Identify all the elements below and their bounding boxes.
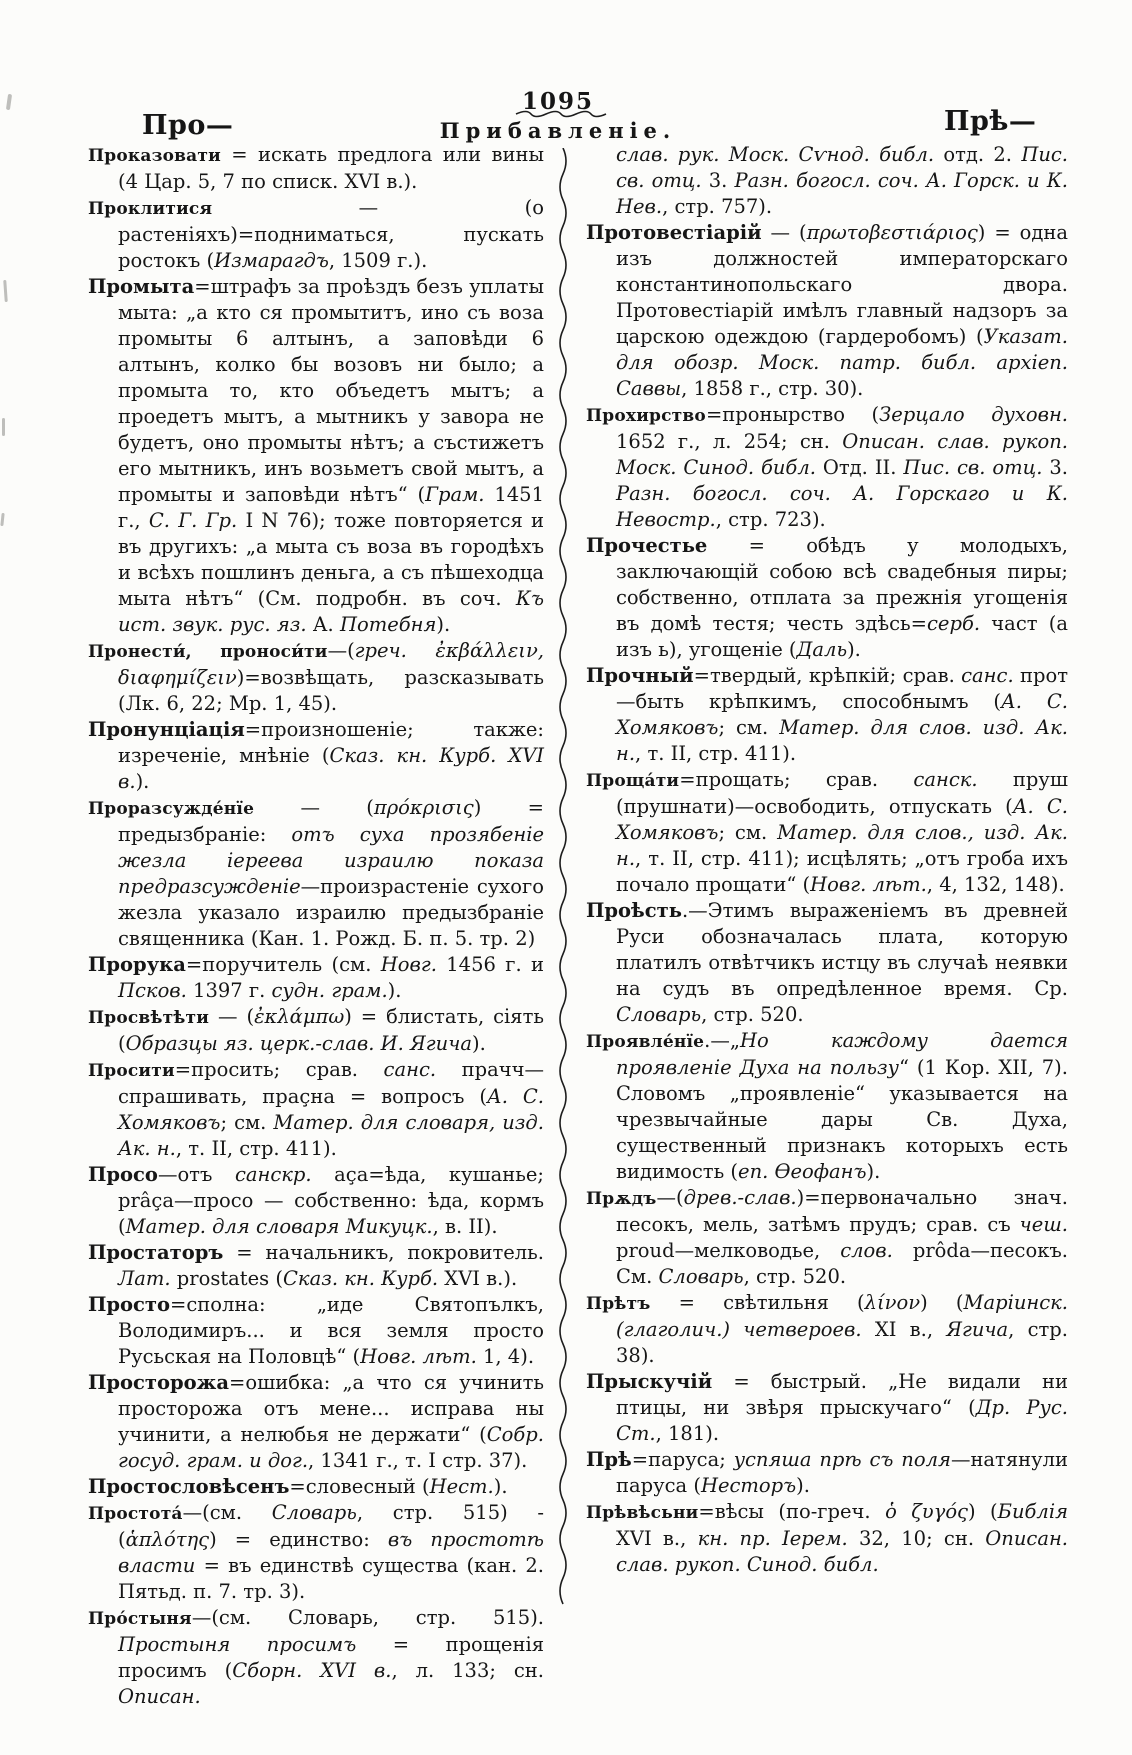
dictionary-entry: Прочестье = обѣдъ у молодыхъ, заключающій собою всѣ свадебныя пиры; собственно, отплата за прежнія угощенія въ домѣ тестя; честь здѣсь=серб. част (а изъ ь), угощеніе (Даль). [586,534,1069,661]
dictionary-entry: Просторожа=ошибка: „а что ся учинить просторожа отъ мене... исправа ны учинити, а нелюбья не держати“ (Собр. госуд. грам. и дог., 1341 г., т. I стр. 37). [88,1371,544,1472]
dictionary-entry: Прыскучій = быстрый. „Не видали ни птицы, ни звѣря прыскучаго“ (Др. Рус. Ст., 181). [586,1370,1068,1445]
entry-headword: Прѣ [586,1448,632,1471]
running-head-center: Прибавленіе. [439,118,677,143]
entry-headword: Простота́ [88,1504,183,1524]
entry-headword: Прорука [88,953,186,976]
dictionary-entry: Прорука=поручитель (см. Новг. 1456 г. и Псков. 1397 г. судн. грам.). [88,953,544,1002]
dictionary-entry: Проразсужде́нїе — (πρόκρισις) = предызбраніе: отъ суха прозябеніе жезла іереева израилю показа предразсужденіе—произрастеніе сухого жезла указало израилю предызбраніе священника (Кан. 1. Рожд. Б. п. 5. тр. 2) [88,796,544,950]
entry-headword: Про́стыня [88,1609,192,1629]
dictionary-entry: Пронести́, проноси́ти—(греч. ἐκβάλλειν, διαφημίζειν)=возвѣщать, разсказывать (Лк. 6, 22; Мр. 1, 45). [88,639,544,715]
dictionary-entry: Простословѣсенъ=словесный (Нест.). [88,1475,508,1498]
dictionary-entry: Промыта=штрафъ за проѣздъ безъ уплаты мыта: „а кто ся промытитъ, ино съ воза промыты 6 алтынъ, а заповѣди 6 алтынъ, колко бы возовъ ни было; а промыта то, кто объедетъ мытъ; а проедетъ мытъ, а мытникъ у завора не будетъ, оно промыты нѣтъ; а състижетъ его мытникъ, инъ возьметъ свой мытъ, а промыты и заповѣди нѣтъ“ (Грам. 1451 г., С. Г. Гр. I N 76); тоже повторяется и въ другихъ: „а мыта съ воза въ городѣхъ и всѣхъ пошлинъ деньга, а съ пѣшеходца мыта нѣтъ“ (См. подробн. въ соч. Къ ист. звук. рус. яз. А. Потебня). [88,275,545,636]
entry-headword: Просто [88,1293,171,1316]
entry-headword: Проща́ти [586,771,680,791]
entry-headword: Прохирство [586,406,706,426]
dictionary-entry: Прѫдъ—(древ.-слав.)=первоначально знач. песокъ, мель, затѣмъ прудъ; срав. съ чеш. proud—мелководье, слов. prôda—песокъ. См. Словарь, стр. 520. [586,1186,1068,1288]
entry-headword: Прѫдъ [586,1189,657,1209]
dictionary-entry: Прѣ=паруса; успяша прѣ съ поля—натянули паруса (Несторъ). [586,1448,1069,1497]
dictionary-entry: Прохирство=пронырство (Зерцало духовн. 1652 г., л. 254; сн. Описан. слав. рукоп. Моск. Синод. библ. Отд. II. Пис. св. отц. 3. Разн. богосл. соч. А. Горскаго и К. Невостр., стр. 723). [586,403,1068,531]
entry-headword: Проклитися [88,199,213,219]
entry-headword: Прочный [586,664,694,687]
dictionary-entry: Просо—отъ санскр. аçа=ѣда, кушанье; prâça—просо — собственно: ѣда, кормъ (Матер. для словаря Микуцк., в. II). [88,1163,544,1238]
dictionary-entry: Про́стыня—(см. Словарь, стр. 515). Простыня просимъ = прощенія просимъ (Сборн. XVI в., л. 133; сн. Описан. [88,1606,544,1708]
entry-headword: Просо [88,1163,158,1186]
entry-headword: Простаторъ [88,1241,224,1264]
entry-headword: Прыскучій [586,1370,713,1393]
dictionary-entry: Проѣсть.—Этимъ выраженіемъ въ древней Руси обозначалась плата, которую платилъ отвѣтчикъ истцу въ случаѣ неявки на судъ въ опредѣленное время. Ср. Словарь, стр. 520. [586,899,1068,1026]
entry-headword: Проѣсть [586,899,682,922]
dictionary-entry: Протовестіарій — (πρωτοβεστιάριος) = одна изъ должностей императорскаго константинопольскаго двора. Протовестіарій имѣлъ главный надзоръ за царскою одеждою (гардеробомъ) (Указат. для обозр. Моск. патр. библ. архіеп. Саввы, 1858 г., стр. 30). [586,221,1068,400]
entry-headword: Проказовати [88,146,221,166]
column-right [586,142,1068,1578]
column-divider [556,148,570,1618]
entry-headword: Просвѣтѣти [88,1008,210,1028]
running-head-left: Про— [142,110,234,141]
entry-headword: Просити [88,1061,175,1081]
entry-headword: Проразсужде́нїе [88,799,255,819]
scan-artifact [2,418,5,436]
page-number: 1095 [521,88,594,115]
dictionary-entry-continuation: слав. рук. Моск. Сѵнод. библ. отд. 2. Пис. св. отц. 3. Разн. богосл. соч. А. Горск. и К. Нев., стр. 757). [616,143,1069,218]
entry-headword: Протовестіарій [586,221,762,244]
dictionary-entry: Пронунціація=произношеніе; также: изреченіе, мнѣніе (Сказ. кн. Курб. XVI в.). [88,718,544,793]
entry-headword: Пронести́, проноси́ти [88,642,328,662]
running-head-right: Прѣ— [944,106,1037,137]
entry-headword: Простословѣсенъ [88,1475,290,1498]
column-left [88,142,544,1710]
entry-headword: Просторожа [88,1371,229,1394]
scan-artifact [3,280,8,302]
entry-headword: Проявле́нїе [586,1032,705,1052]
dictionary-entry: Прѣвѣсьни=вѣсы (по-греч. ὁ ζυγός) (Библія XVI в., кн. пр. Іерем. 32, 10; сн. Описан. слав. рукоп. Синод. библ. [586,1500,1068,1576]
dictionary-entry: Проявле́нїе.—„Но каждому дается проявленіе Духа на пользу“ (1 Кор. XII, 7). Словомъ „проявленіе“ указывается на чрезвычайные дары Св. Духа, существенный признакъ которыхъ есть видимость (еп. Ѳеофанъ). [586,1029,1068,1183]
entry-headword: Прочестье [586,534,708,557]
dictionary-entry: Прѣтъ = свѣтильня (λίνον) (Маріинск. (глаголич.) четвероев. XI в., Ягича, стр. 38). [586,1291,1068,1367]
dictionary-entry: Простота́—(см. Словарь, стр. 515) - (ἁπλότης) = единство: въ простотѣ власти = въ единствѣ существа (кан. 2. Пятьд. п. 7. тр. 3). [88,1501,544,1603]
dictionary-entry: Проказовати = искать предлога или вины (4 Цар. 5, 7 по списк. XVI в.). [88,143,544,193]
entry-headword: Пронунціація [88,718,245,741]
dictionary-entry: Прочный=твердый, крѣпкій; срав. санс. прот—быть крѣпкимъ, способнымъ (А. С. Хомяковъ; см. Матер. для слов. изд. Ак. н., т. II, стр. 411). [586,664,1068,765]
dictionary-entry: Просвѣтѣти — (ἐκλάμπω) = блистать, сіять (Образцы яз. церк.-слав. И. Ягича). [88,1005,544,1055]
dictionary-entry: Проклитися — (о растеніяхъ)=подниматься, пускать ростокъ (Измарагдъ, 1509 г.). [88,196,544,272]
scan-artifact [0,513,4,526]
dictionary-entry: Проща́ти=прощать; срав. санск. пруш (прушнати)—освободить, отпускать (А. С. Хомяковъ; см. Матер. для слов., изд. Ак. н., т. II, стр. 411); исцѣлять; „отъ гроба ихъ почало прощати“ (Новг. лѣт., 4, 132, 148). [586,768,1069,896]
entry-headword: Прѣтъ [586,1294,651,1314]
dictionary-entry: Просто=сполна: „иде Святопълкъ, Володимиръ... и вся земля просто Русьская на Половцѣ“ (Новг. лѣт. 1, 4). [88,1293,544,1368]
entry-headword: Промыта [88,275,195,298]
dictionary-entry: Простаторъ = начальникъ, покровитель. Лат. prostates (Сказ. кн. Курб. XVI в.). [88,1241,544,1290]
dictionary-entry: Просити=просить; срав. санс. прачч—спрашивать, праçна = вопросъ (А. С. Хомяковъ; см. Матер. для словаря, изд. Ак. н., т. II, стр. 411). [88,1058,544,1160]
entry-headword: Прѣвѣсьни [586,1503,699,1523]
